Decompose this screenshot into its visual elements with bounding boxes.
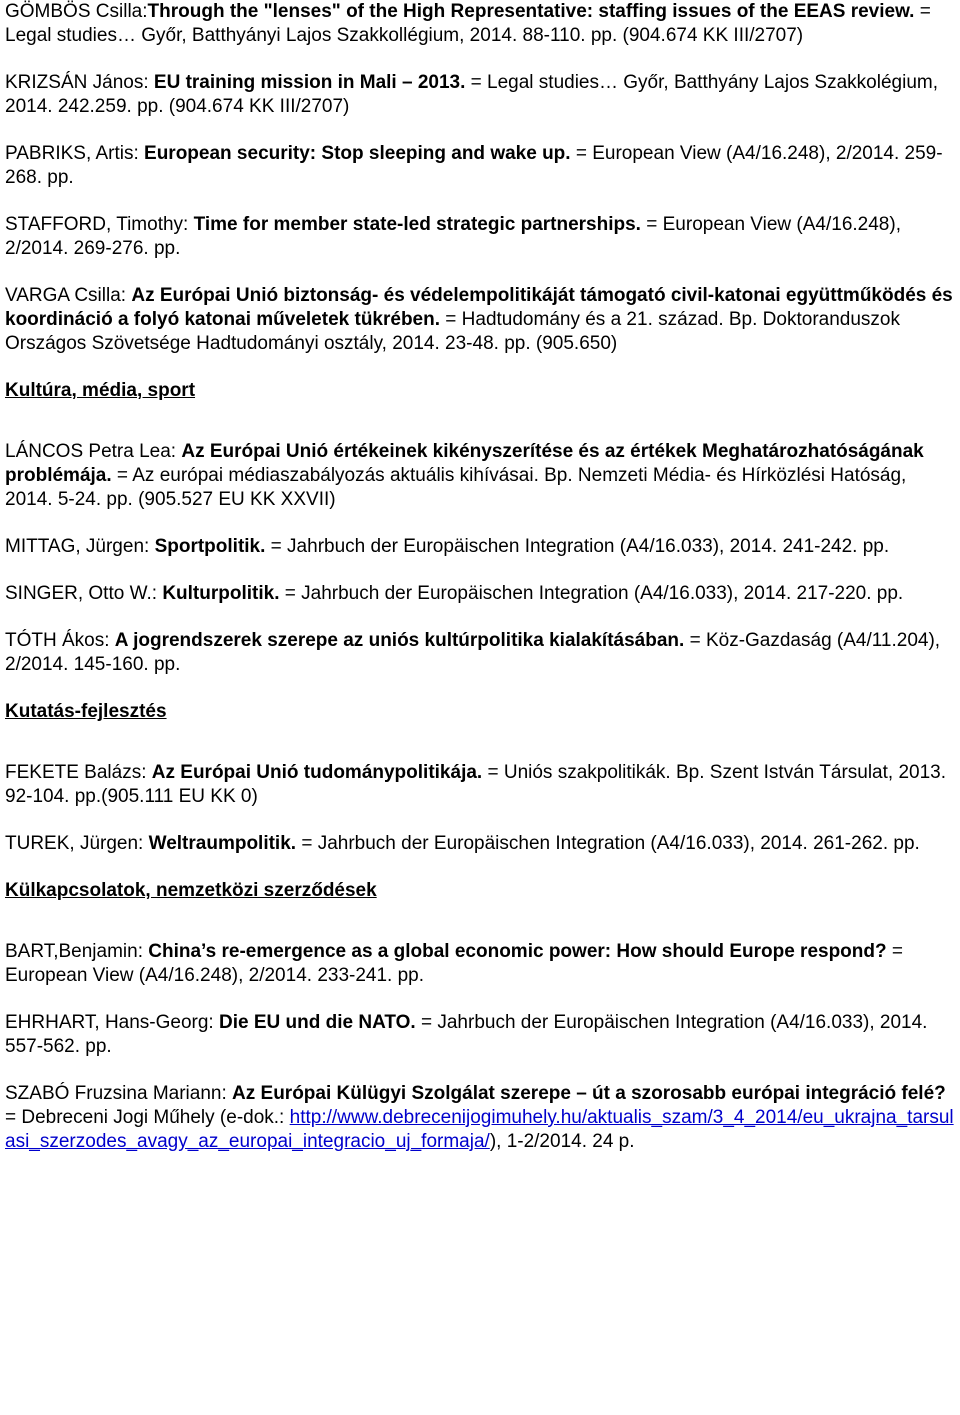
entry-source: = European View (A4/16.248), 2/2014. 269-276. pp. (5, 214, 901, 259)
section-heading: Külkapcsolatok, nemzetközi szerződések (5, 880, 377, 901)
entry-title: China’s re-emergence as a global economic power: How should Europe respond? (148, 941, 887, 962)
entry-author: KRIZSÁN János: (5, 72, 154, 93)
entry-title: Az Európai Unió értékeinek kikényszerítése és az értékek Meghatározhatóságának problémája. (5, 441, 924, 486)
entry-title: Az Európai Unió biztonság- és védelempolitikáját támogató civil-katonai együttműködés és koordináció a folyó katonai műveletek tükrében. (5, 285, 953, 330)
entry-source: = Köz-Gazdaság (A4/11.204), 2/2014. 145-160. pp. (5, 630, 941, 675)
bibliography-entry (5, 1011, 955, 1059)
entry-author: SINGER, Otto W.: (5, 583, 163, 604)
entry-source: = Jahrbuch der Europäischen Integration (A4/16.033), 2014. 217-220. pp. (279, 583, 904, 604)
entry-author: FEKETE Balázs: (5, 762, 152, 783)
entry-source: = European View (A4/16.248), 2/2014. 259-268. pp. (5, 143, 943, 188)
entry-source-end: ), 1-2/2014. 24 p. (489, 1131, 635, 1152)
entry-source: = Debreceni Jogi Műhely (e-dok.: (5, 1107, 290, 1128)
entry-author: LÁNCOS Petra Lea: (5, 441, 182, 462)
bibliography-entry (5, 629, 955, 677)
entry-author: MITTAG, Jürgen: (5, 536, 155, 557)
entry-title: EU training mission in Mali – 2013. (153, 72, 466, 93)
bibliography-entry (5, 761, 955, 809)
entry-author: VARGA Csilla: (5, 285, 132, 306)
entry-source: = Hadtudomány és a 21. század. Bp. Doktoranduszok Országos Szövetsége Hadtudományi osztály, 2014. 23-48. pp. (905.650) (5, 309, 900, 354)
entry-author: EHRHART, Hans-Georg: (5, 1012, 219, 1033)
entry-source: = Az európai médiaszabályozás aktuális kihívásai. Bp. Nemzeti Média- és Hírközlési Hatóság, 2014. 5-24. pp. (905.527 EU KK XXVII) (5, 465, 907, 510)
entry-source: = Jahrbuch der Europäischen Integration (A4/16.033), 2014. 241-242. pp. (265, 536, 890, 557)
entry-source: = Jahrbuch der Europäischen Integration (A4/16.033), 2014. 557-562. pp. (5, 1012, 928, 1057)
bibliography-page (5, 0, 955, 1177)
entry-title: Die EU und die NATO. (219, 1012, 416, 1033)
bibliography-entry (5, 213, 955, 261)
section-heading: Kutatás-fejlesztés (5, 701, 167, 722)
entry-title: A jogrendszerek szerepe az uniós kultúrpolitika kialakításában. (114, 630, 685, 651)
bibliography-entry (5, 582, 955, 606)
entry-author: GÖMBÖS Csilla: (5, 1, 148, 22)
bibliography-entry (5, 535, 955, 559)
bibliography-entry (5, 832, 955, 856)
entry-title: Kulturpolitik. (162, 583, 280, 604)
entry-source: = Legal studies… Győr, Batthyány Lajos Szakkolégium, 2014. 242.259. pp. (904.674 KK III/2707) (5, 72, 938, 117)
entry-title: Time for member state-led strategic partnerships. (193, 214, 641, 235)
entry-source: = Uniós szakpolitikák. Bp. Szent István Társulat, 2013. 92-104. pp.(905.111 EU KK 0) (5, 762, 947, 807)
entry-link[interactable]: http://www.debrecenijogimuhely.hu/aktualis_szam/3_4_2014/eu_ukrajna_tarsulasi_szerzodes_avagy_az_europai_integracio_uj_formaja/ (5, 1107, 954, 1152)
entry-author: PABRIKS, Artis: (5, 143, 145, 164)
section-heading: Kultúra, média, sport (5, 380, 196, 401)
entry-title: Sportpolitik. (154, 536, 266, 557)
entry-author: STAFFORD, Timothy: (5, 214, 194, 235)
bibliography-entry (5, 0, 955, 48)
bibliography-entry (5, 142, 955, 190)
entry-author: TÓTH Ákos: (5, 630, 115, 651)
entry-source: = Legal studies… Győr, Batthyányi Lajos Szakkollégium, 2014. 88-110. pp. (904.674 KK III/2707) (5, 1, 931, 46)
bibliography-entry (5, 284, 955, 356)
entry-title: European security: Stop sleeping and wake up. (144, 143, 571, 164)
entry-source: = Jahrbuch der Europäischen Integration (A4/16.033), 2014. 261-262. pp. (296, 833, 920, 854)
entry-author: BART,Benjamin: (5, 941, 149, 962)
entry-title: Weltraumpolitik. (148, 833, 297, 854)
entry-title: Az Európai Unió tudománypolitikája. (151, 762, 483, 783)
bibliography-entry (5, 1082, 955, 1154)
bibliography-entry (5, 71, 955, 119)
entry-title: Through the "lenses" of the High Representative: staffing issues of the EEAS review. (147, 1, 915, 22)
bibliography-entry (5, 940, 955, 988)
entry-author: SZABÓ Fruzsina Mariann: (5, 1083, 233, 1104)
entry-title: Az Európai Külügyi Szolgálat szerepe – út a szorosabb európai integráció felé? (232, 1083, 946, 1104)
entry-author: TUREK, Jürgen: (5, 833, 149, 854)
bibliography-entry (5, 440, 955, 512)
entry-source: = European View (A4/16.248), 2/2014. 233-241. pp. (5, 941, 903, 986)
